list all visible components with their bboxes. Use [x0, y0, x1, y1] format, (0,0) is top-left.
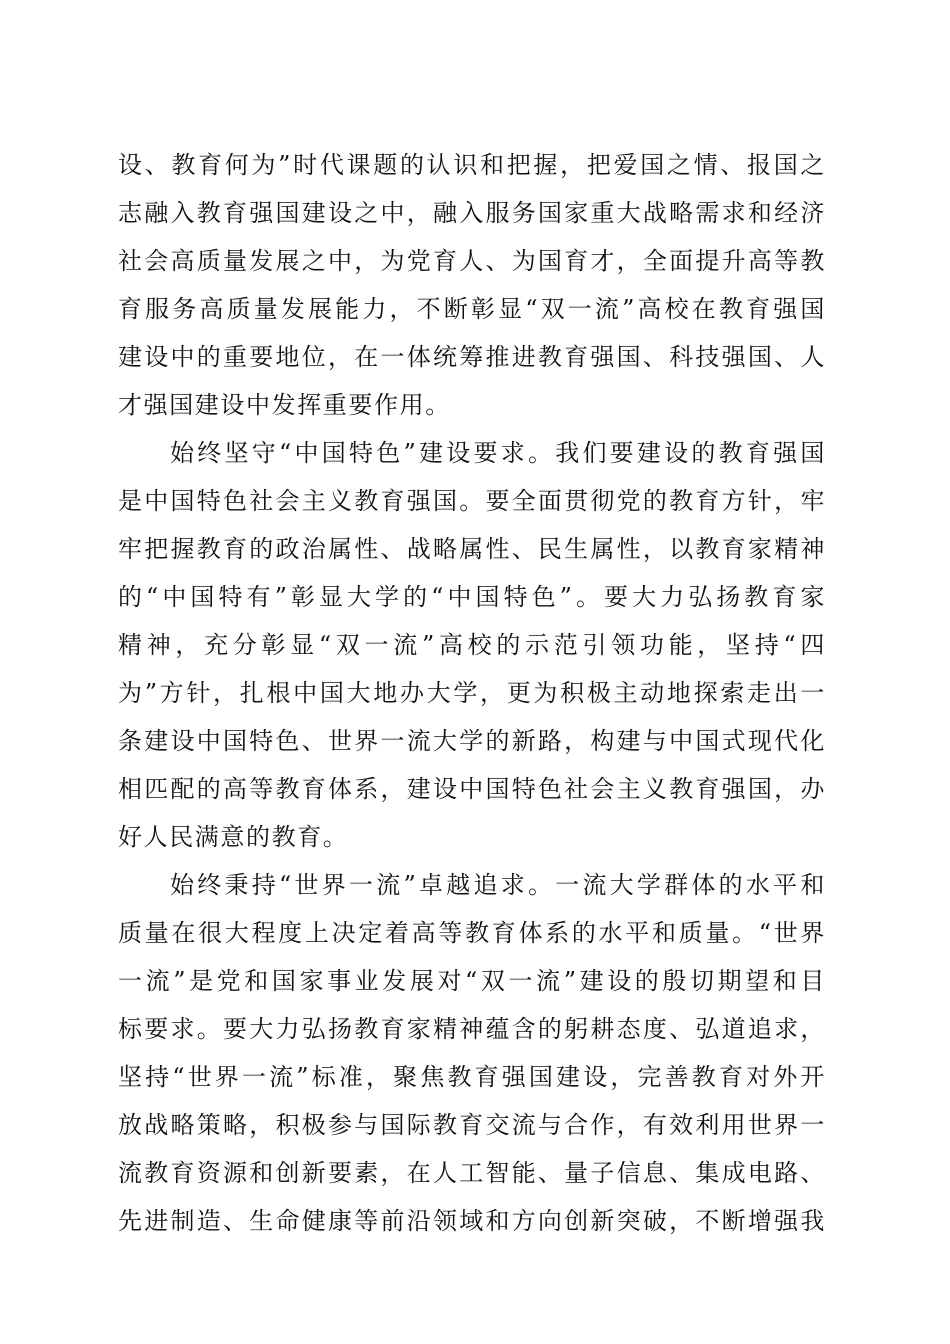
text-line: 一流”是党和国家事业发展对“双一流”建设的殷切期望和目 — [118, 967, 826, 995]
text-line: 设、教育何为”时代课题的认识和把握，把爱国之情、报国之 — [118, 151, 826, 179]
paragraph-2 — [118, 429, 826, 861]
text-line: 始终秉持“世界一流”卓越追求。一流大学群体的水平和 — [170, 871, 826, 899]
text-line: 好人民满意的教育。 — [118, 823, 349, 851]
text-line: 牢把握教育的政治属性、战略属性、民生属性，以教育家精神 — [118, 535, 826, 563]
text-line: 坚持“世界一流”标准，聚焦教育强国建设，完善教育对外开 — [118, 1063, 826, 1091]
text-line: 流教育资源和创新要素，在人工智能、量子信息、集成电路、 — [118, 1159, 826, 1187]
text-line: 的“中国特有”彰显大学的“中国特色”。要大力弘扬教育家 — [118, 583, 826, 611]
text-line: 始终坚守“中国特色”建设要求。我们要建设的教育强国 — [170, 439, 826, 467]
text-line: 精神，充分彰显“双一流”高校的示范引领功能，坚持“四 — [118, 631, 826, 659]
text-line: 质量在很大程度上决定着高等教育体系的水平和质量。“世界 — [118, 919, 826, 947]
text-line: 放战略策略，积极参与国际教育交流与合作，有效利用世界一 — [118, 1111, 826, 1139]
text-line: 相匹配的高等教育体系，建设中国特色社会主义教育强国，办 — [118, 775, 826, 803]
text-line: 育服务高质量发展能力，不断彰显“双一流”高校在教育强国 — [118, 295, 826, 323]
paragraph-3 — [118, 861, 826, 1245]
document-body — [118, 141, 826, 1245]
text-line: 为”方针，扎根中国大地办大学，更为积极主动地探索走出一 — [118, 679, 826, 707]
paragraph-1 — [118, 141, 826, 429]
text-line: 社会高质量发展之中，为党育人、为国育才，全面提升高等教 — [118, 247, 826, 275]
text-line: 志融入教育强国建设之中，融入服务国家重大战略需求和经济 — [118, 199, 826, 227]
text-line: 建设中的重要地位，在一体统筹推进教育强国、科技强国、人 — [118, 343, 826, 371]
text-line: 条建设中国特色、世界一流大学的新路，构建与中国式现代化 — [118, 727, 826, 755]
text-line: 是中国特色社会主义教育强国。要全面贯彻党的教育方针，牢 — [118, 487, 826, 515]
text-line: 先进制造、生命健康等前沿领域和方向创新突破，不断增强我 — [118, 1207, 826, 1235]
text-line: 才强国建设中发挥重要作用。 — [118, 391, 451, 419]
text-line: 标要求。要大力弘扬教育家精神蕴含的躬耕态度、弘道追求， — [118, 1015, 826, 1043]
